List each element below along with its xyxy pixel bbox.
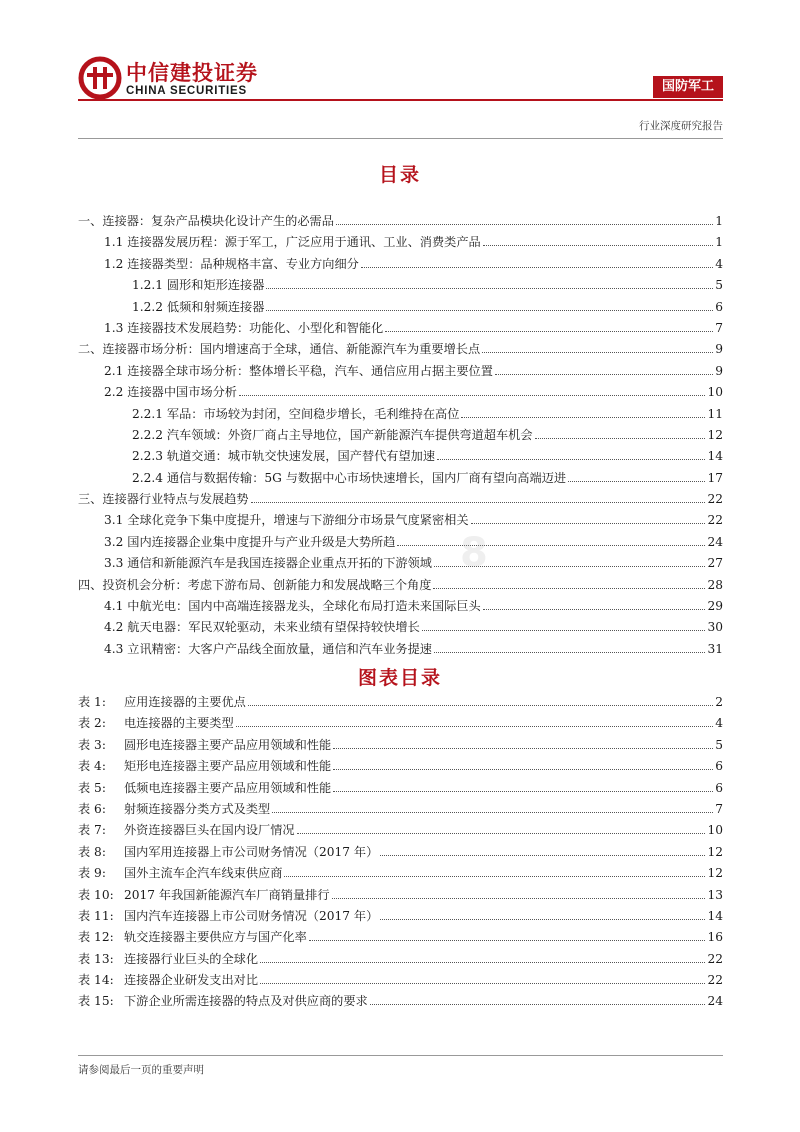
table-list-entry[interactable] bbox=[78, 864, 723, 885]
toc-entry-page: 12 bbox=[707, 427, 723, 442]
table-list-entry-label bbox=[78, 757, 331, 774]
toc-entry-label: 1.1 连接器发展历程：源于军工，广泛应用于通讯、工业、消费类产品 bbox=[104, 235, 481, 250]
footer-disclaimer: 请参阅最后一页的重要声明 bbox=[78, 1064, 204, 1076]
dot-leader bbox=[495, 362, 713, 375]
toc-entry-page: 27 bbox=[707, 556, 723, 571]
toc-entry[interactable] bbox=[78, 490, 723, 511]
toc-entry[interactable] bbox=[78, 447, 723, 468]
table-list-entry-label bbox=[78, 821, 295, 838]
toc-title: 目录 bbox=[378, 164, 421, 186]
dot-leader bbox=[260, 972, 705, 985]
dot-leader bbox=[309, 929, 706, 942]
table-number: 表 7: bbox=[78, 823, 106, 838]
table-list-entry[interactable] bbox=[78, 800, 723, 821]
toc-entry[interactable] bbox=[78, 597, 723, 618]
list-of-tables bbox=[78, 693, 723, 1014]
toc-entry-page: 29 bbox=[707, 599, 723, 614]
toc-entry[interactable] bbox=[78, 319, 723, 340]
dot-leader bbox=[385, 319, 713, 332]
toc-entry[interactable] bbox=[78, 469, 723, 490]
table-list-entry[interactable] bbox=[78, 821, 723, 842]
table-number: 表 1: bbox=[78, 695, 106, 709]
watermark: 8 bbox=[460, 530, 488, 576]
table-list-entry-page: 12 bbox=[707, 866, 723, 881]
dot-leader bbox=[433, 576, 705, 589]
table-list-entry[interactable] bbox=[78, 992, 723, 1013]
toc-entry[interactable] bbox=[78, 511, 723, 532]
dot-leader bbox=[483, 234, 714, 247]
toc-entry-label: 2.2.3 轨道交通：城市轨交快速发展，国产替代有望加速 bbox=[132, 449, 436, 464]
table-number: 表 3: bbox=[78, 737, 106, 752]
table-list-entry[interactable] bbox=[78, 886, 723, 907]
toc-entry-label: 一、连接器：复杂产品模块化设计产生的必需品 bbox=[78, 214, 334, 228]
toc-entry-label: 2.2.4 通信与数据传输：5G 与数据中心市场快速增长，国内厂商有望向高端迈进 bbox=[132, 470, 567, 485]
table-list-entry[interactable] bbox=[78, 907, 723, 928]
dot-leader bbox=[266, 298, 713, 311]
table-list-entry-label bbox=[78, 843, 378, 860]
table-list-entry-label bbox=[78, 736, 331, 753]
toc-entry-page: 7 bbox=[715, 320, 723, 335]
toc-entry-page: 1 bbox=[715, 235, 723, 250]
toc-entry-label: 2.2.1 军品：市场较为封闭，空间稳步增长，毛利维持在高位 bbox=[132, 406, 460, 421]
table-list-entry[interactable] bbox=[78, 843, 723, 864]
dot-leader bbox=[332, 886, 706, 899]
table-list-entry-page: 12 bbox=[707, 844, 723, 859]
sector-tag: 国防军工 bbox=[653, 76, 723, 98]
table-list-entry-label bbox=[78, 928, 307, 945]
footer-divider bbox=[78, 1055, 723, 1056]
toc-entry-label: 4.1 中航光电：国内中高端连接器龙头，全球化布局打造未来国际巨头 bbox=[104, 599, 481, 614]
brand-name-en: CHINA SECURITIES bbox=[126, 85, 247, 97]
dot-leader bbox=[471, 512, 706, 525]
toc-entry-page: 30 bbox=[707, 620, 723, 635]
dot-leader bbox=[535, 426, 706, 439]
table-list-entry[interactable] bbox=[78, 928, 723, 949]
toc-entry-page: 9 bbox=[715, 342, 723, 357]
toc-entry-label: 1.2.2 低频和射频连接器 bbox=[132, 299, 265, 314]
page-header bbox=[0, 0, 800, 140]
table-list-entry-label bbox=[78, 693, 246, 710]
toc-entry-page: 28 bbox=[707, 577, 723, 592]
table-title: 国外主流车企汽车线束供应商 bbox=[124, 866, 283, 881]
table-list-entry-page: 16 bbox=[707, 930, 723, 945]
figures-title: 图表目录 bbox=[357, 667, 442, 689]
table-list-entry-page: 2 bbox=[715, 695, 723, 709]
table-title: 连接器行业巨头的全球化 bbox=[124, 951, 259, 966]
toc-entry[interactable] bbox=[78, 405, 723, 426]
dot-leader bbox=[483, 597, 706, 610]
toc-entry-page: 24 bbox=[707, 534, 723, 549]
dot-leader bbox=[333, 779, 713, 792]
table-list-entry[interactable] bbox=[78, 736, 723, 757]
toc-entry-page: 10 bbox=[707, 385, 723, 400]
table-title: 下游企业所需连接器的特点及对供应商的要求 bbox=[124, 994, 368, 1009]
table-of-contents bbox=[78, 212, 723, 661]
table-list-entry-label bbox=[78, 992, 368, 1009]
table-number: 表 13: bbox=[78, 951, 114, 966]
dot-leader bbox=[336, 212, 713, 225]
toc-entry-page: 22 bbox=[707, 513, 723, 528]
toc-entry-page: 11 bbox=[707, 406, 723, 421]
table-list-entry-label bbox=[78, 950, 258, 967]
toc-entry-page: 31 bbox=[707, 641, 723, 656]
table-number: 表 5: bbox=[78, 780, 106, 795]
toc-entry[interactable] bbox=[78, 618, 723, 639]
table-list-entry-page: 22 bbox=[707, 973, 723, 988]
dot-leader bbox=[461, 405, 705, 418]
dot-leader bbox=[380, 907, 705, 920]
toc-entry-page: 14 bbox=[707, 449, 723, 464]
dot-leader bbox=[437, 448, 705, 461]
table-list-entry-page: 6 bbox=[715, 759, 723, 774]
toc-entry-label: 4.2 航天电器：军民双轮驱动，未来业绩有望保持较快增长 bbox=[104, 620, 420, 635]
toc-entry-page: 1 bbox=[715, 214, 723, 228]
toc-entry[interactable] bbox=[78, 533, 723, 554]
table-list-entry-page: 5 bbox=[715, 737, 723, 752]
toc-entry-label: 1.2.1 圆形和矩形连接器 bbox=[132, 278, 265, 293]
table-title: 2017 年我国新能源汽车厂商销量排行 bbox=[124, 887, 330, 902]
toc-entry[interactable] bbox=[78, 554, 723, 575]
toc-entry[interactable] bbox=[78, 640, 723, 661]
table-number: 表 2: bbox=[78, 716, 106, 731]
toc-entry[interactable] bbox=[78, 362, 723, 383]
table-list-entry[interactable] bbox=[78, 714, 723, 735]
table-list-entry-label bbox=[78, 971, 258, 988]
dot-leader bbox=[251, 491, 706, 504]
toc-entry[interactable] bbox=[78, 276, 723, 297]
table-number: 表 14: bbox=[78, 973, 114, 988]
toc-entry-label: 三、连接器行业特点与发展趋势 bbox=[78, 492, 249, 507]
toc-entry-label: 3.2 国内连接器企业集中度提升与产业升级是大势所趋 bbox=[104, 534, 396, 549]
toc-entry-label: 3.3 通信和新能源汽车是我国连接器企业重点开拓的下游领域 bbox=[104, 556, 432, 571]
table-list-entry-page: 14 bbox=[707, 908, 723, 923]
table-title: 国内汽车连接器上市公司财务情况（2017 年） bbox=[124, 908, 379, 923]
dot-leader bbox=[236, 715, 714, 728]
table-number: 表 15: bbox=[78, 994, 114, 1009]
toc-entry[interactable] bbox=[78, 212, 723, 233]
table-number: 表 11: bbox=[78, 908, 114, 923]
toc-entry-label: 四、投资机会分析：考虑下游布局、创新能力和发展战略三个角度 bbox=[78, 577, 432, 592]
toc-entry-label: 3.1 全球化竞争下集中度提升，增速与下游细分市场景气度紧密相关 bbox=[104, 513, 469, 528]
report-type: 行业深度研究报告 bbox=[639, 120, 723, 132]
header-divider bbox=[78, 99, 723, 101]
table-list-entry-label bbox=[78, 714, 234, 731]
toc-entry-page: 17 bbox=[707, 470, 723, 485]
table-number: 表 4: bbox=[78, 759, 106, 774]
dot-leader bbox=[434, 640, 706, 653]
table-list-entry-page: 7 bbox=[715, 801, 723, 816]
table-number: 表 12: bbox=[78, 930, 114, 945]
table-title: 矩形电连接器主要产品应用领域和性能 bbox=[124, 759, 332, 774]
toc-entry-label: 2.1 连接器全球市场分析：整体增长平稳，汽车、通信应用占据主要位置 bbox=[104, 363, 493, 378]
table-title: 外资连接器巨头在国内设厂情况 bbox=[124, 823, 295, 838]
table-number: 表 6: bbox=[78, 801, 106, 816]
dot-leader bbox=[266, 277, 713, 290]
table-title: 射频连接器分类方式及类型 bbox=[124, 801, 271, 816]
dot-leader bbox=[272, 800, 713, 813]
toc-entry-label: 二、连接器市场分析：国内增速高于全球，通信、新能源汽车为重要增长点 bbox=[78, 342, 481, 357]
dot-leader bbox=[397, 533, 705, 546]
brand-name-cn: 中信建投证券 bbox=[126, 61, 258, 85]
dot-leader bbox=[297, 822, 706, 835]
toc-entry-page: 6 bbox=[715, 299, 723, 314]
dot-leader bbox=[380, 843, 705, 856]
dot-leader bbox=[260, 950, 705, 963]
table-list-entry-page: 13 bbox=[707, 887, 723, 902]
toc-entry-page: 22 bbox=[707, 492, 723, 507]
toc-entry-label: 2.2 连接器中国市场分析 bbox=[104, 385, 237, 400]
table-title: 轨交连接器主要供应方与国产化率 bbox=[124, 930, 307, 945]
table-title: 连接器企业研发支出对比 bbox=[124, 973, 259, 988]
table-title: 应用连接器的主要优点 bbox=[124, 695, 246, 709]
table-list-entry-label bbox=[78, 800, 270, 817]
toc-entry[interactable] bbox=[78, 233, 723, 254]
table-list-entry-page: 6 bbox=[715, 780, 723, 795]
dot-leader bbox=[333, 758, 713, 771]
toc-entry-page: 5 bbox=[715, 278, 723, 293]
table-list-entry[interactable] bbox=[78, 950, 723, 971]
toc-entry[interactable] bbox=[78, 340, 723, 361]
dot-leader bbox=[333, 736, 713, 749]
dot-leader bbox=[239, 384, 706, 397]
toc-entry-label: 2.2.2 汽车领域：外资厂商占主导地位，国产新能源汽车提供弯道超车机会 bbox=[132, 427, 533, 442]
toc-entry[interactable] bbox=[78, 383, 723, 404]
toc-entry-label: 1.2 连接器类型：品种规格丰富、专业方向细分 bbox=[104, 256, 359, 271]
table-title: 低频电连接器主要产品应用领域和性能 bbox=[124, 780, 332, 795]
table-list-entry-label bbox=[78, 779, 331, 796]
table-list-entry-page: 22 bbox=[707, 951, 723, 966]
table-list-entry-page: 4 bbox=[715, 716, 723, 731]
table-number: 表 10: bbox=[78, 887, 114, 902]
toc-entry[interactable] bbox=[78, 426, 723, 447]
table-list-entry[interactable] bbox=[78, 693, 723, 714]
toc-entry-page: 4 bbox=[715, 256, 723, 271]
toc-entry[interactable] bbox=[78, 255, 723, 276]
table-list-entry-page: 24 bbox=[707, 994, 723, 1009]
dot-leader bbox=[568, 469, 705, 482]
toc-entry-label: 4.3 立讯精密：大客户产品线全面放量，通信和汽车业务提速 bbox=[104, 641, 432, 656]
header-underline bbox=[78, 138, 723, 139]
toc-entry[interactable] bbox=[78, 576, 723, 597]
table-list-entry[interactable] bbox=[78, 971, 723, 992]
table-list-entry-page: 10 bbox=[707, 823, 723, 838]
table-number: 表 8: bbox=[78, 844, 106, 859]
dot-leader bbox=[361, 255, 713, 268]
table-list-entry[interactable] bbox=[78, 779, 723, 800]
table-list-entry-label bbox=[78, 907, 378, 924]
dot-leader bbox=[422, 619, 706, 632]
toc-entry-label: 1.3 连接器技术发展趋势：功能化、小型化和智能化 bbox=[104, 320, 384, 335]
toc-entry[interactable] bbox=[78, 298, 723, 319]
table-title: 电连接器的主要类型 bbox=[124, 716, 234, 731]
table-title: 国内军用连接器上市公司财务情况（2017 年） bbox=[124, 844, 379, 859]
dot-leader bbox=[482, 341, 713, 354]
dot-leader bbox=[248, 693, 713, 706]
table-number: 表 9: bbox=[78, 866, 106, 881]
table-list-entry-label bbox=[78, 886, 330, 903]
table-list-entry[interactable] bbox=[78, 757, 723, 778]
dot-leader bbox=[284, 865, 705, 878]
toc-entry-page: 9 bbox=[715, 363, 723, 378]
dot-leader bbox=[370, 993, 706, 1006]
table-list-entry-label bbox=[78, 864, 282, 881]
table-title: 圆形电连接器主要产品应用领域和性能 bbox=[124, 737, 332, 752]
china-securities-logo-icon bbox=[78, 56, 122, 100]
